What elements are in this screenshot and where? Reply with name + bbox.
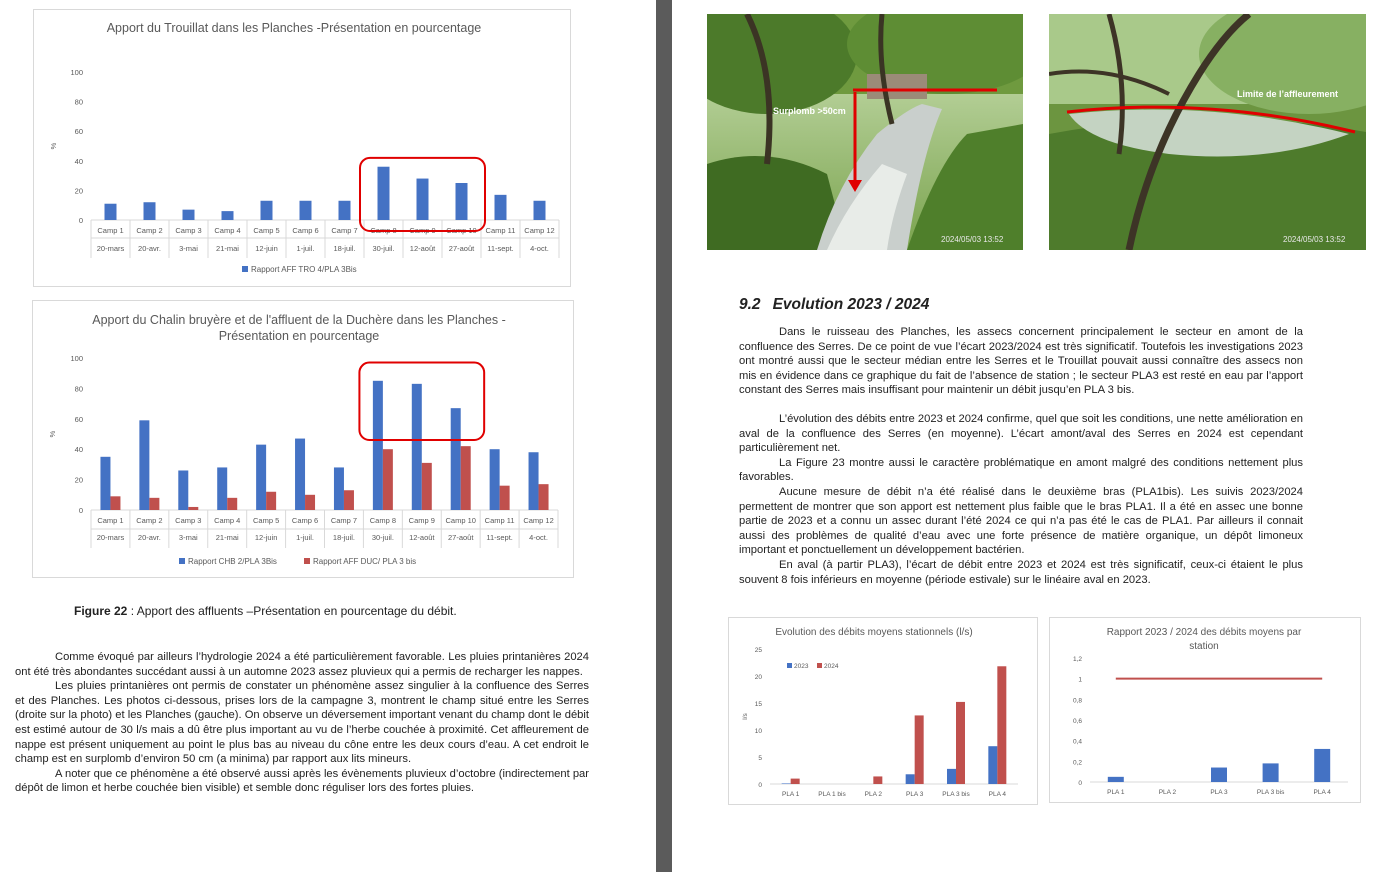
figure-text: : Apport des affluents –Présentation en pourcentage du débit.: [127, 604, 457, 618]
left-body-text: [15, 650, 589, 796]
x-date-label: 3-mai: [179, 244, 198, 253]
y-tick-label: 20: [74, 186, 83, 196]
chart-title: Rapport 2023 / 2024 des débits moyens par: [1106, 627, 1302, 638]
bar-rapport-aff-tro-4-pla-3bis-8: [417, 179, 429, 220]
chart-rapport: [1049, 617, 1361, 803]
x-tick-label: Camp 4: [214, 226, 241, 235]
x-tick-label: PLA 2: [864, 791, 883, 798]
photo2-timestamp: 2024/05/03 13:52: [1283, 235, 1346, 244]
bar-2024-2: [873, 776, 882, 784]
legend-label: 2024: [824, 663, 839, 670]
bar-series-0: [1108, 777, 1124, 782]
photo2-annotation: Limite de l’affleurement: [1237, 89, 1339, 99]
paragraph: Les pluies printanières ont permis de constater un phénomène assez singulier à la confluence des Serres et des Planches. Les photos ci-dessous, prises lors de la campagne 3, montrent le champ situé entre les Serres (droite sur la photo) et les Planches (gauche). On observe un déversement important venant du champ dont le débit est estimé autour de 30 l/s mais a dû être plus important au vu de l’herbe couchée à proximité. Cet affleurement de nappe est présent uniquement au point le plus bas au niveau du cône entre les deux cours d’eau. A cet endroit le champ est en surplomb d’environ 50 cm (a minima) par rapport aux lits mineurs.: [15, 680, 589, 766]
x-date-label: 20-mars: [96, 244, 125, 253]
x-date-label: 12-juin: [254, 533, 278, 542]
x-tick-label: Camp 10: [446, 226, 477, 235]
x-date-label: 18-juil.: [333, 244, 356, 253]
y-tick-label: 15: [754, 701, 762, 708]
photo-confluence-overhang: [707, 14, 1023, 250]
chart-title: Evolution des débits moyens stationnels (l/s): [775, 627, 973, 638]
bar-rapport-aff-tro-4-pla-3bis-7: [378, 167, 390, 220]
chart-title: station: [1189, 641, 1219, 652]
x-tick-label: Camp 6: [292, 226, 319, 235]
chart-title: Présentation en pourcentage: [218, 329, 380, 343]
bar-rapport-aff-tro-4-pla-3bis-2: [183, 210, 195, 220]
bar-rapport-aff-duc-pla-3-bis-3: [227, 498, 237, 510]
x-date-label: 27-août: [447, 533, 474, 542]
y-tick-label: 40: [74, 445, 83, 455]
y-axis-label: l/s: [742, 713, 749, 720]
legend-swatch: [242, 266, 248, 272]
y-tick-label: 60: [74, 127, 83, 137]
x-tick-label: PLA 1: [781, 791, 800, 798]
x-date-label: 21-mai: [215, 533, 239, 542]
bar-series-3: [1263, 763, 1279, 782]
legend-swatch: [817, 663, 822, 668]
bar-rapport-chb-2-pla-3bis-6: [334, 467, 344, 510]
y-tick-label: 80: [74, 384, 83, 394]
chart-trouillat-svg: [34, 10, 570, 286]
bar-rapport-aff-tro-4-pla-3bis-6: [339, 201, 351, 220]
x-date-label: 11-sept.: [487, 244, 514, 253]
bar-series-4: [1314, 749, 1330, 782]
y-tick-label: 0: [78, 506, 83, 515]
x-tick-label: Camp 12: [523, 516, 554, 525]
x-date-label: 1-juil.: [296, 244, 315, 253]
y-axis-label: %: [48, 430, 57, 438]
paragraph: Comme évoqué par ailleurs l’hydrologie 2024 a été particulièrement favorable. Les pluies printanières 2024 ont été très abondantes succédant aussi à un automne 2023 assez pluvieux qui a permis de recharger les nappes.: [15, 651, 589, 678]
bar-rapport-aff-tro-4-pla-3bis-4: [261, 201, 273, 220]
bar-rapport-aff-duc-pla-3-bis-5: [305, 495, 315, 510]
x-tick-label: PLA 1: [1107, 789, 1125, 796]
bar-rapport-aff-duc-pla-3-bis-1: [149, 498, 159, 510]
x-tick-label: Camp 9: [409, 226, 436, 235]
y-tick-label: 0,8: [1072, 697, 1082, 705]
y-tick-label: 80: [74, 97, 83, 107]
paragraph: Dans le ruisseau des Planches, les assecs concernent principalement le secteur en amont de la confluence des Serres. De ce point de vue l’écart 2023/2024 est très significatif. Toutefois les investigations 2023 ont montré aussi que le secteur médian entre les Serres et le Trouillat pouvait aussi connaître des assecs non mis en évidence dans ce graphique du fait de l’absence de station ; le secteur PLA3 est resté en eau par l’apport constant des Serres mais insuffisant pour maintenir un débit jusqu’en PLA 3 bis.: [739, 326, 1303, 397]
x-tick-label: Camp 1: [97, 226, 124, 235]
x-tick-label: Camp 9: [408, 516, 435, 525]
bar-rapport-aff-tro-4-pla-3bis-9: [456, 183, 468, 220]
bar-rapport-aff-duc-pla-3-bis-0: [110, 496, 120, 510]
y-tick-label: 20: [74, 475, 83, 485]
section-heading: [739, 296, 929, 314]
bar-rapport-chb-2-pla-3bis-4: [256, 445, 266, 510]
bar-rapport-aff-duc-pla-3-bis-7: [383, 449, 393, 510]
bar-2023-4: [947, 769, 956, 784]
y-tick-label: 40: [74, 156, 83, 166]
x-date-label: 12-juin: [255, 244, 278, 253]
x-date-label: 18-juil.: [332, 533, 356, 542]
bar-rapport-chb-2-pla-3bis-11: [529, 452, 539, 510]
x-tick-label: Camp 11: [484, 516, 515, 525]
bar-rapport-aff-tro-4-pla-3bis-3: [222, 211, 234, 220]
x-tick-label: PLA 3 bis: [1256, 789, 1285, 796]
x-date-label: 27-août: [448, 244, 475, 253]
bar-rapport-aff-duc-pla-3-bis-4: [266, 492, 276, 510]
x-tick-label: Camp 6: [291, 516, 319, 525]
x-date-label: 4-oct.: [529, 533, 548, 542]
left-page: [0, 0, 656, 872]
x-tick-label: Camp 12: [524, 226, 555, 235]
paragraph: Aucune mesure de débit n’a été réalisé dans le deuxième bras (PLA1bis). Les suivis 2023/2024 permettent de montrer que son apport est nettement plus faible que le bras PLA1. Il a été en assec une bonne partie de 2023 et a connu un assec durant l’été 2024 ce qui n’a pas été le cas de PLA1. Par ailleurs il connait aussi des problèmes de qualité d’eau avec une forte présence de matière organique, un dépôt limoneux important et ponctuellement un développement bactérien.: [739, 485, 1303, 557]
x-tick-label: PLA 4: [988, 791, 1007, 798]
bar-rapport-aff-tro-4-pla-3bis-1: [144, 202, 156, 220]
x-tick-label: Camp 10: [445, 516, 476, 525]
x-date-label: 12-août: [409, 533, 435, 542]
y-tick-label: 5: [758, 755, 762, 762]
x-date-label: 21-mai: [216, 244, 239, 253]
chart-debits: [728, 617, 1038, 805]
bar-rapport-aff-tro-4-pla-3bis-11: [534, 201, 546, 220]
bar-rapport-aff-tro-4-pla-3bis-10: [495, 195, 507, 220]
legend-label: Rapport CHB 2/PLA 3Bis: [188, 557, 277, 566]
legend-swatch: [304, 558, 310, 564]
y-tick-label: 60: [74, 414, 83, 424]
x-date-label: 3-mai: [178, 533, 198, 542]
bar-rapport-chb-2-pla-3bis-7: [373, 381, 383, 510]
chart-chalin-svg: [33, 301, 573, 577]
x-date-label: 20-mars: [96, 533, 125, 542]
bar-rapport-chb-2-pla-3bis-3: [217, 467, 227, 510]
photo1-timestamp: 2024/05/03 13:52: [941, 235, 1004, 244]
bar-rapport-aff-duc-pla-3-bis-11: [539, 484, 549, 510]
bar-rapport-chb-2-pla-3bis-8: [412, 384, 422, 510]
x-tick-label: Camp 5: [252, 516, 280, 525]
x-tick-label: PLA 3: [1210, 789, 1228, 796]
photo-field-image: [1049, 14, 1366, 250]
right-page: [672, 0, 1374, 872]
photo1-annotation: Surplomb >50cm: [773, 106, 846, 116]
y-tick-label: 100: [70, 68, 83, 77]
bar-2023-5: [988, 746, 997, 784]
bar-rapport-chb-2-pla-3bis-9: [451, 408, 461, 510]
x-tick-label: Camp 5: [253, 226, 280, 235]
x-tick-label: PLA 2: [1158, 789, 1177, 796]
paragraph: L’évolution des débits entre 2023 et 2024 confirme, quel que soit les conditions, une nette amélioration en aval de la confluence des Serres (en moyenne). L’écart amont/aval des Serres en 2024 est cependant particulièrement net.: [739, 412, 1303, 455]
bar-2024-3: [915, 715, 924, 784]
y-tick-label: 0: [1078, 780, 1082, 787]
bar-2023-0: [782, 783, 791, 784]
y-axis-label: %: [49, 142, 58, 150]
bar-rapport-chb-2-pla-3bis-1: [139, 420, 149, 510]
paragraph: A noter que ce phénomène a été observé aussi après les évènements pluvieux d’octobre (indirectement par dépôt de limon et herbe couchée bien visible) et semble donc réguliser lors des fortes pluies.: [15, 767, 589, 795]
chart-title: Apport du Chalin bruyère et de l'affluent de la Duchère dans les Planches -: [92, 313, 506, 327]
bar-2024-4: [956, 702, 965, 784]
bar-2024-0: [791, 779, 800, 784]
x-tick-label: PLA 3: [905, 791, 924, 798]
x-date-label: 11-sept.: [486, 533, 513, 542]
x-tick-label: PLA 3 bis: [942, 791, 970, 798]
bar-rapport-aff-duc-pla-3-bis-6: [344, 490, 354, 510]
right-body-text: [739, 325, 1303, 587]
bar-rapport-aff-tro-4-pla-3bis-0: [105, 204, 117, 220]
bar-rapport-aff-duc-pla-3-bis-2: [188, 507, 198, 510]
y-tick-label: 0,4: [1072, 738, 1082, 746]
chart-rapport-svg: [1050, 618, 1360, 802]
bar-series-2: [1211, 768, 1227, 782]
legend-swatch: [787, 663, 792, 668]
x-tick-label: Camp 4: [214, 516, 241, 525]
bar-2024-5: [997, 666, 1006, 784]
x-tick-label: Camp 3: [175, 516, 202, 525]
y-tick-label: 0: [78, 216, 83, 225]
section-number: 9.2: [739, 296, 761, 313]
section-title: Evolution 2023 / 2024: [772, 296, 930, 313]
x-tick-label: Camp 7: [330, 516, 358, 525]
y-tick-label: 100: [70, 354, 83, 363]
x-date-label: 4-oct.: [530, 244, 549, 253]
x-date-label: 20-avr.: [138, 244, 161, 253]
y-tick-label: 0: [758, 782, 762, 789]
x-date-label: 1-juil.: [296, 533, 315, 542]
x-tick-label: PLA 1 bis: [818, 791, 846, 798]
y-tick-label: 25: [754, 647, 762, 654]
x-tick-label: Camp 1: [97, 516, 124, 525]
figure-caption: [74, 604, 457, 618]
x-tick-label: Camp 3: [175, 226, 202, 235]
y-tick-label: 1,2: [1072, 656, 1082, 663]
chart-chalin: [32, 300, 574, 578]
bar-rapport-chb-2-pla-3bis-2: [178, 470, 188, 510]
legend-label: 2023: [794, 663, 809, 670]
legend-swatch: [179, 558, 185, 564]
x-tick-label: PLA 4: [1313, 789, 1331, 796]
photo-field-outcrop: [1049, 14, 1366, 250]
bar-rapport-chb-2-pla-3bis-0: [100, 457, 110, 510]
y-tick-label: 10: [754, 728, 762, 735]
y-tick-label: 0,2: [1072, 759, 1082, 767]
figure-label: Figure 22: [74, 604, 128, 618]
legend-label: Rapport AFF TRO 4/PLA 3Bis: [251, 265, 357, 274]
x-tick-label: Camp 11: [485, 226, 516, 235]
paragraph: La Figure 23 montre aussi le caractère problématique en amont malgré des conditions nettement plus favorables.: [739, 456, 1303, 484]
bar-rapport-chb-2-pla-3bis-5: [295, 439, 305, 510]
y-tick-label: 20: [754, 674, 762, 681]
x-date-label: 30-juil.: [372, 244, 395, 253]
x-date-label: 20-avr.: [137, 533, 161, 542]
x-tick-label: Camp 8: [369, 516, 397, 525]
bar-rapport-aff-duc-pla-3-bis-9: [461, 446, 471, 510]
bar-rapport-aff-tro-4-pla-3bis-5: [300, 201, 312, 220]
y-tick-label: 1: [1078, 676, 1082, 684]
chart-debits-svg: [729, 618, 1037, 804]
bar-2023-3: [906, 774, 915, 784]
chart-title: Apport du Trouillat dans les Planches -Présentation en pourcentage: [106, 21, 482, 35]
chart-trouillat: [33, 9, 571, 287]
x-tick-label: Camp 8: [370, 226, 397, 235]
x-date-label: 30-juil.: [371, 533, 394, 542]
photo-confluence-image: [707, 14, 1023, 250]
bar-rapport-aff-duc-pla-3-bis-10: [500, 486, 510, 510]
x-tick-label: Camp 7: [331, 226, 358, 235]
paragraph: En aval (à partir PLA3), l’écart de débit entre 2023 et 2024 est très significatif, ceux-ci étaient le plus souvent 8 fois inférieurs en moyenne (période estivale) sur le linéaire aval en 2023.: [739, 558, 1303, 586]
x-tick-label: Camp 2: [136, 226, 163, 235]
y-tick-label: 0,6: [1072, 718, 1082, 725]
x-tick-label: Camp 2: [136, 516, 163, 525]
bar-rapport-chb-2-pla-3bis-10: [490, 449, 500, 510]
page-divider: [656, 0, 672, 872]
legend-label: Rapport AFF DUC/ PLA 3 bis: [313, 557, 417, 566]
bar-rapport-aff-duc-pla-3-bis-8: [422, 463, 432, 510]
x-date-label: 12-août: [409, 244, 436, 253]
